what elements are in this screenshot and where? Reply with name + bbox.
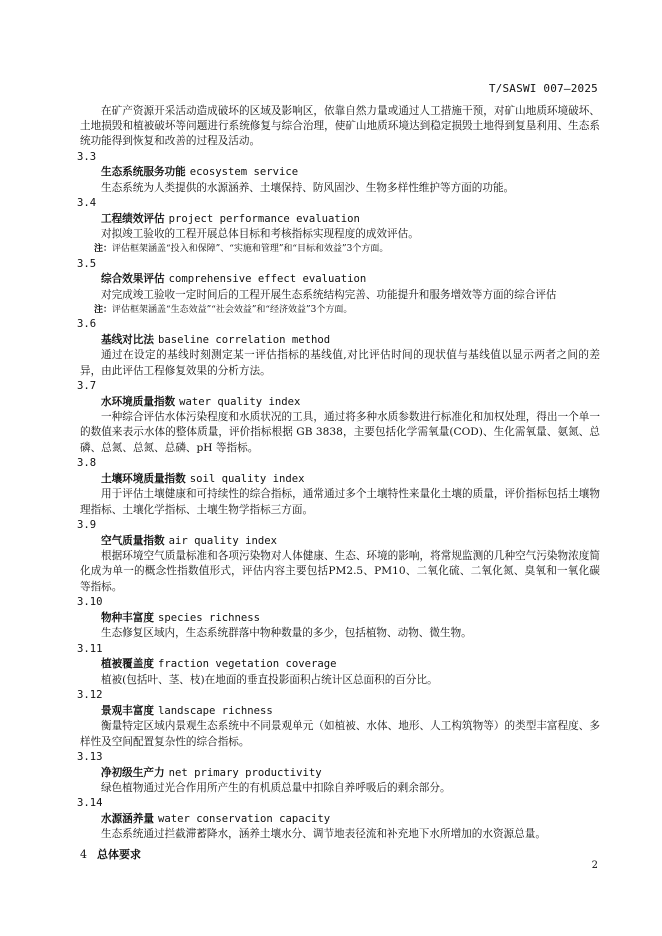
term-definition: 生态修复区域内，生态系统群落中物种数量的多少，包括植物、动物、微生物。 [101, 627, 472, 640]
term-en: water conservation capacity [157, 812, 331, 825]
term-en: ecosystem service [189, 166, 299, 179]
term-definition: 衡量特定区域内景观生态系统中不同景观单元（如植被、水体、地形、人工构筑物等）的类型丰富程度、多样性及空间配置复杂性的综合指标。 [80, 720, 600, 748]
section-number: 3.5 [77, 257, 97, 270]
term-definition: 对完成竣工验收一定时间后的工程开展生态系统结构完善、功能提升和服务增效等方面的综合评估 [101, 288, 557, 301]
term-title [101, 333, 600, 348]
term-definition: 生态系统为人类提供的水源涵养、土壤保持、防风固沙、生物多样性维护等方面的功能。 [101, 181, 515, 194]
section-number: 3.12 [77, 689, 103, 702]
section-number: 3.4 [77, 197, 97, 210]
section-number: 3.3 [77, 150, 97, 163]
term-title [101, 766, 600, 781]
term-definition: 生态系统通过拦截滞蓄降水，涵养土壤水分、调节地表径流和补充地下水所增加的水资源总量。 [101, 828, 546, 841]
term-definition: 通过在设定的基线时刻测定某一评估指标的基线值,对比评估时间的现状值与基线值以显示两者之间的差异，由此评估工程修复效果的分析方法。 [80, 349, 600, 377]
term-section [77, 688, 600, 750]
term-en: air quality index [168, 534, 277, 547]
term-note [94, 303, 600, 317]
term-en: fraction vegetation coverage [157, 658, 337, 671]
term-title [101, 272, 600, 287]
note-label: 注： [94, 244, 113, 255]
term-section [77, 317, 600, 379]
document-body [77, 104, 600, 843]
term-en: species richness [157, 611, 261, 624]
term-en: landscape richness [157, 704, 273, 717]
term-title [101, 812, 600, 827]
term-definition: 根据环境空气质量标准和各项污染物对人体健康、生态、环境的影响，将常规监测的几种空气污染物浓度简化成为单一的概念性指数值形式，评估内容主要包括PM2.5、PM10、二氧化硫、二氧化氮、臭氧和一氧化碳等指标。 [80, 550, 600, 593]
term-note [94, 242, 600, 256]
term-section [77, 379, 600, 456]
chapter-heading [80, 846, 141, 862]
term-zh: 净初级生产力 [101, 766, 165, 779]
term-definition: 用于评估土壤健康和可持续性的综合指标，通常通过多个土壤特性来量化土壤的质量，评价指标包括土壤物理指标、土壤化学指标、土壤生物学指标三方面。 [80, 488, 600, 516]
section-number: 3.10 [77, 596, 103, 609]
term-zh: 物种丰富度 [101, 611, 154, 624]
term-en: soil quality index [189, 472, 305, 485]
term-section [77, 595, 600, 641]
section-number: 3.6 [77, 318, 97, 331]
section-number: 3.8 [77, 457, 97, 470]
term-en: water quality index [179, 395, 301, 408]
section-number: 3.13 [77, 750, 103, 763]
term-title [101, 657, 600, 672]
note-text: 评估框架涵盖“生态效益”“社会效益”和“经济效益”3个方面。 [112, 305, 353, 316]
term-zh: 综合效果评估 [101, 273, 165, 286]
term-title [101, 165, 600, 180]
term-zh: 水源涵养量 [101, 812, 154, 825]
term-definition: 一种综合评估水体污染程度和水质状况的工具，通过将多种水质参数进行标准化和加权处理，得出一个单一的数值来表示水体的整体质量，评价指标根据 GB 3838，主要包括化学需氧量(COD)、生化需氧量、氨氮、总磷、总氮、总氮、总磷、pH 等指标。 [80, 411, 600, 454]
term-zh: 空气质量指数 [101, 534, 165, 547]
section-number: 3.9 [77, 519, 97, 532]
term-zh: 生态系统服务功能 [101, 166, 186, 179]
term-zh: 土壤环境质量指数 [101, 472, 186, 485]
term-zh: 植被覆盖度 [101, 658, 154, 671]
term-section [77, 257, 600, 318]
term-en: baseline correlation method [157, 333, 331, 346]
term-definition: 绿色植物通过光合作用所产生的有机质总量中扣除自养呼吸后的剩余部分。 [101, 781, 451, 794]
term-title [101, 472, 600, 487]
term-zh: 工程绩效评估 [101, 212, 165, 225]
term-en: project performance evaluation [168, 212, 360, 225]
term-section [77, 196, 600, 257]
term-section [77, 518, 600, 595]
term-title [101, 611, 600, 626]
intro-paragraph: 在矿产资源开采活动造成破坏的区域及影响区，依靠自然力量或通过人工措施干预，对矿山地质环境破坏、土地损毁和植被破坏等问题进行系统修复与综合治理，使矿山地质环境达到稳定损毁土地得到复垦利用、生态系统功能得到恢复和改善的过程及活动。 [80, 105, 600, 148]
term-definition: 植被(包括叶、茎、枝)在地面的垂直投影面积占统计区总面积的百分比。 [101, 673, 438, 686]
term-en: net primary productivity [168, 766, 322, 779]
term-zh: 基线对比法 [101, 333, 154, 346]
chapter-number: 4 [80, 848, 87, 861]
section-number: 3.14 [77, 797, 103, 810]
term-title [101, 212, 600, 227]
chapter-title: 总体要求 [97, 848, 141, 861]
term-section [77, 750, 600, 796]
term-title [101, 704, 600, 719]
term-title [101, 534, 600, 549]
note-label: 注： [94, 305, 113, 316]
term-en: comprehensive effect evaluation [168, 273, 367, 286]
term-zh: 水环境质量指数 [101, 395, 176, 408]
term-title [101, 395, 600, 410]
term-section [77, 150, 600, 196]
term-section [77, 796, 600, 842]
note-text: 评估框架涵盖“投入和保障”、“实施和管理”和“目标和效益”3个方面。 [112, 244, 389, 255]
section-number: 3.11 [77, 642, 103, 655]
term-definition: 对拟竣工验收的工程开展总体目标和考核指标实现程度的成效评估。 [101, 228, 419, 241]
page-number: 2 [591, 860, 598, 871]
term-section [77, 456, 600, 518]
standard-id: T/SASWI 007—2025 [488, 82, 598, 95]
term-section [77, 642, 600, 688]
term-zh: 景观丰富度 [101, 704, 154, 717]
section-number: 3.7 [77, 380, 97, 393]
